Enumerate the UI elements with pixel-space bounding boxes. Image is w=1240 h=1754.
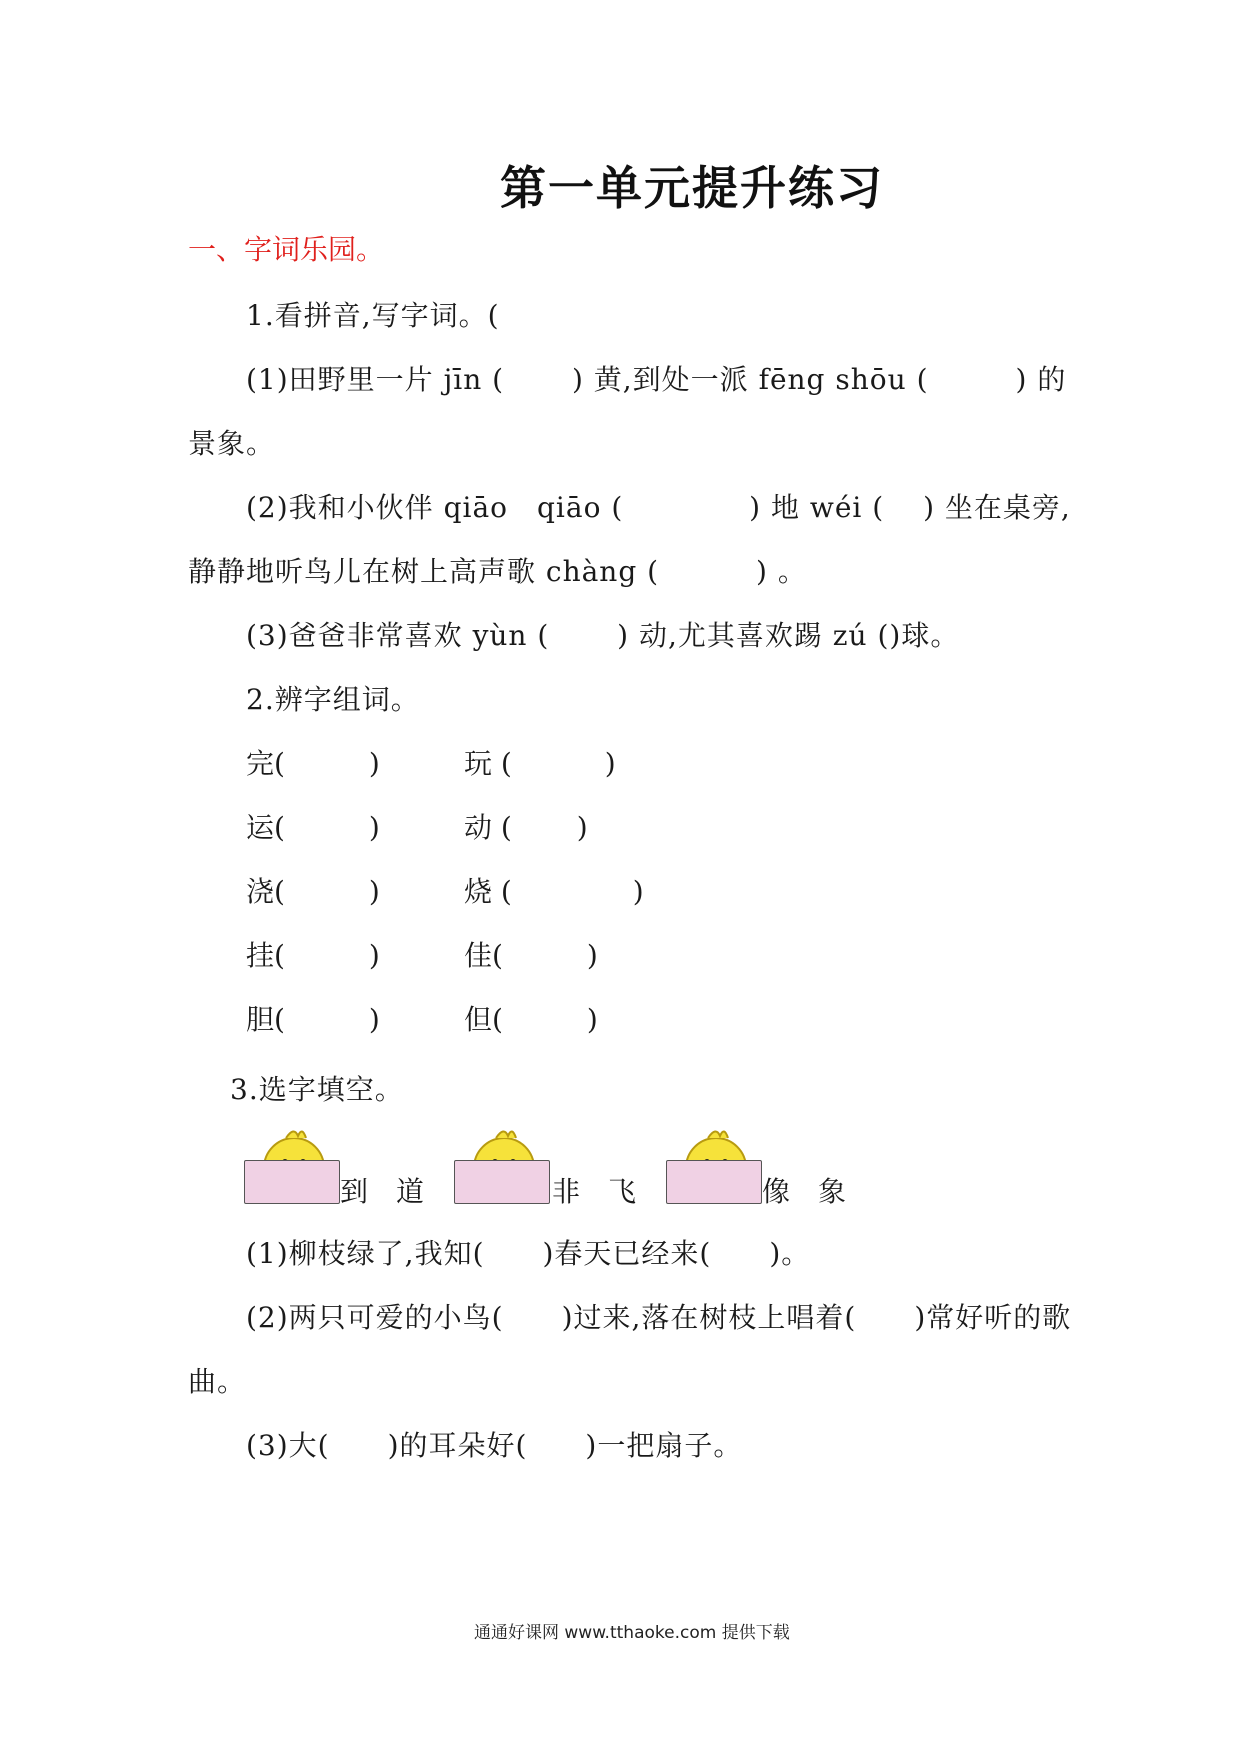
- word-pair-right: 动 ( ): [464, 811, 588, 844]
- q1-item2-line2: 静静地听鸟儿在树上高声歌 chàng ( ) 。: [188, 555, 807, 588]
- q3-item2-line2: 曲。: [188, 1365, 247, 1398]
- q1-item3: (3)爸爸非常喜欢 yùn ( ) 动,尤其喜欢踢 zú ()球。: [246, 619, 960, 652]
- q3-heading: 3.选字填空。: [230, 1073, 404, 1106]
- answer-box[interactable]: [244, 1160, 340, 1204]
- footer-credit: 通通好课网 www.tthaoke.com 提供下载: [474, 1623, 790, 1643]
- q1-heading: 1.看拼音,写字词。(: [246, 299, 500, 332]
- q1-item2-line1: (2)我和小伙伴 qiāo qiāo ( ) 地 wéi ( ) 坐在桌旁,: [246, 491, 1071, 524]
- word-pair-left: 完( ): [246, 747, 380, 780]
- q1-item1-line1: (1)田野里一片 jīn ( ) 黄,到处一派 fēng shōu ( ) 的: [246, 363, 1067, 396]
- q3-item3: (3)大( )的耳朵好( )一把扇子。: [246, 1429, 743, 1462]
- word-pair-right: 玩 ( ): [464, 747, 616, 780]
- option-char: 非: [552, 1175, 581, 1208]
- q2-heading: 2.辨字组词。: [246, 683, 420, 716]
- section-heading: 一、字词乐园。: [188, 233, 385, 266]
- option-char: 飞: [608, 1175, 637, 1208]
- answer-box[interactable]: [666, 1160, 762, 1204]
- option-char: 道: [396, 1175, 425, 1208]
- answer-box[interactable]: [454, 1160, 550, 1204]
- option-char: 到: [340, 1175, 369, 1208]
- word-pair-left: 挂( ): [246, 939, 380, 972]
- word-pair-right: 但( ): [464, 1003, 598, 1036]
- q1-item1-line2: 景象。: [188, 427, 276, 460]
- q3-item1: (1)柳枝绿了,我知( )春天已经来( )。: [246, 1237, 811, 1270]
- word-pair-right: 佳( ): [464, 939, 598, 972]
- option-char: 象: [818, 1175, 847, 1208]
- page-title: 第一单元提升练习: [500, 161, 884, 215]
- word-pair-left: 浇( ): [246, 875, 380, 908]
- word-pair-left: 运( ): [246, 811, 380, 844]
- option-char: 像: [762, 1175, 791, 1208]
- word-pair-left: 胆( ): [246, 1003, 380, 1036]
- word-pair-right: 烧 ( ): [464, 875, 644, 908]
- q3-item2-line1: (2)两只可爱的小鸟( )过来,落在树枝上唱着( )常好听的歌: [246, 1301, 1072, 1334]
